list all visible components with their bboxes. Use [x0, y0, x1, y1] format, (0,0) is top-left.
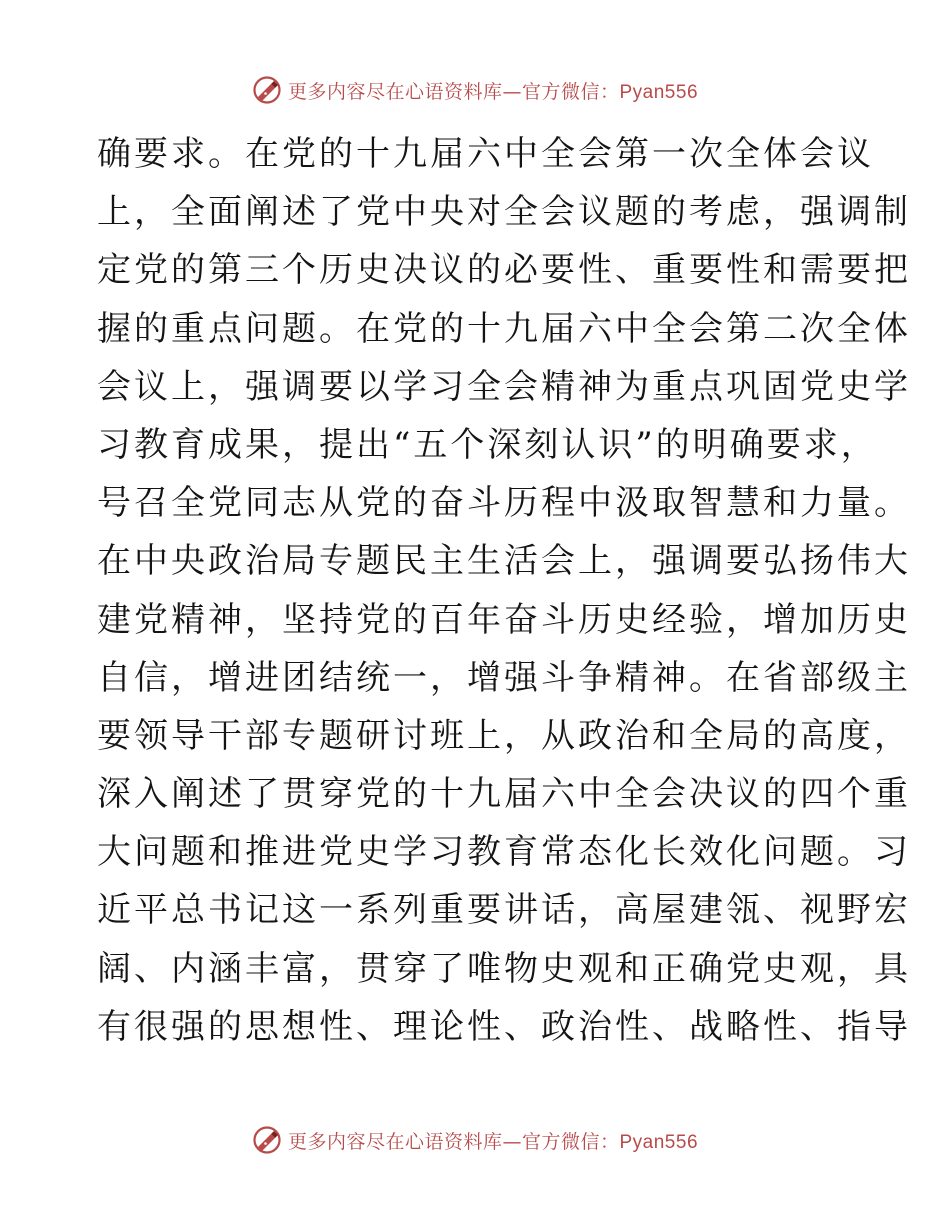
body-line: 上，全面阐述了党中央对全会议题的考虑，强调制 — [97, 192, 911, 233]
footer-banner — [0, 1120, 950, 1160]
body-line: 建党精神，坚持党的百年奋斗历史经验，增加历史 — [97, 599, 911, 640]
footer-brand-text — [288, 1127, 698, 1154]
header-brand-label: 更多内容尽在心语资料库—官方微信： — [287, 80, 620, 103]
body-line: 近平总书记这一系列重要讲话，高屋建瓴、视野宏 — [97, 890, 911, 931]
pen-nib-circle-icon — [252, 1125, 282, 1155]
body-line: 阔、内涵丰富，贯穿了唯物史观和正确党史观，具 — [97, 948, 911, 989]
body-line: 习教育成果，提出“五个深刻认识”的明确要求， — [97, 424, 878, 465]
document-body — [97, 125, 911, 1056]
body-line: 握的重点问题。在党的十九届六中全会第二次全体 — [97, 308, 911, 349]
body-line: 会议上，强调要以学习全会精神为重点巩固党史学 — [97, 366, 911, 407]
body-line: 深入阐述了贯穿党的十九届六中全会决议的四个重 — [97, 774, 911, 815]
body-line: 有很强的思想性、理论性、政治性、战略性、指导 — [97, 1006, 911, 1047]
body-line: 在中央政治局专题民主生活会上，强调要弘扬伟大 — [97, 541, 911, 582]
body-line: 大问题和推进党史学习教育常态化长效化问题。习 — [97, 832, 911, 873]
pen-nib-circle-icon — [252, 75, 282, 105]
footer-wechat-id: Pyan556 — [619, 1131, 699, 1153]
header-banner — [0, 70, 950, 110]
header-wechat-id: Pyan556 — [619, 81, 699, 103]
footer-brand-label: 更多内容尽在心语资料库—官方微信： — [287, 1130, 620, 1153]
body-line: 定党的第三个历史决议的必要性、重要性和需要把 — [97, 250, 911, 291]
header-brand-text — [288, 77, 698, 104]
body-line: 确要求。在党的十九届六中全会第一次全体会议 — [97, 134, 874, 174]
body-line: 自信，增进团结统一，增强斗争精神。在省部级主 — [97, 657, 911, 698]
body-line: 要领导干部专题研讨班上，从政治和全局的高度， — [97, 715, 911, 756]
body-line: 号召全党同志从党的奋斗历程中汲取智慧和力量。 — [97, 483, 911, 524]
